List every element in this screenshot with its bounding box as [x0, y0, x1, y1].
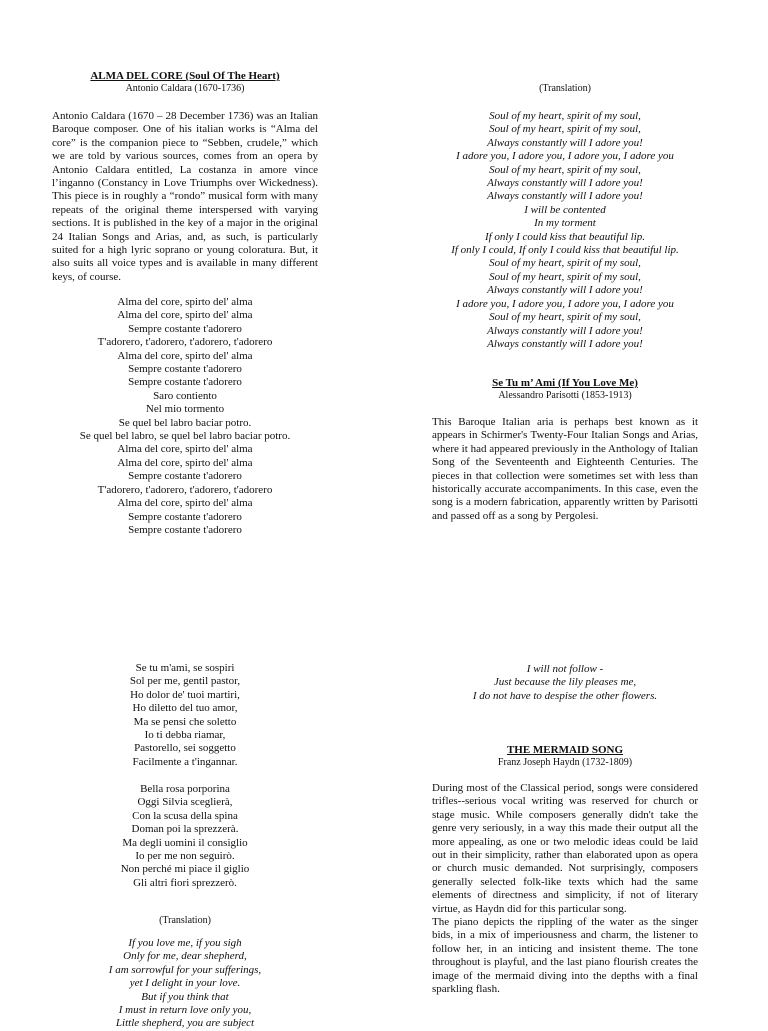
- setu-stanza-1: [52, 662, 318, 769]
- setu-intro: This Baroque Italian aria is perhaps best known as it appears in Schirmer's Twenty-Four Italian Songs and Arias, where it had appeared previously in the Anthology of Italian Song of the Seventeenth and Eighteenth Centuries. The pieces in that collection were sometimes set with less than historically accurate accompaniments. In this case, even the song is a modern fabrication, apparently written by Parisotti and passed off as a song by Pergolesi.: [432, 416, 698, 522]
- lyric-line: Sempre costante t'adorero: [128, 363, 242, 376]
- lyric-line: Gli altri fiori sprezzerò.: [133, 876, 237, 889]
- lyric-line: Always constantly will I adore you!: [487, 190, 643, 203]
- setu-stanza-2: [52, 783, 318, 890]
- mermaid-author: Franz Joseph Haydn (1732-1809): [497, 757, 633, 768]
- lyric-line: Always constantly will I adore you!: [487, 324, 643, 337]
- setu-title: Se Tu m’ Ami (If You Love Me): [492, 377, 638, 389]
- setu-translation-end: [432, 663, 698, 703]
- lyric-line: Io per me non seguirò.: [135, 850, 235, 863]
- lyric-line: Oggi Silvia sceglierà,: [137, 796, 233, 809]
- lyric-line: Always constantly will I adore you!: [487, 136, 643, 149]
- lyric-line: I adore you, I adore you, I adore you, I adore you: [456, 150, 674, 163]
- lyric-line: Io ti debba riamar,: [144, 729, 226, 742]
- lyric-line: Se quel bel labro baciar potro.: [118, 416, 252, 429]
- lyric-line: Se tu m'ami, se sospiri: [135, 662, 235, 674]
- setu-translation-label: (Translation): [159, 915, 211, 926]
- lyric-line: I do not have to despise the other flowers.: [472, 689, 658, 702]
- mermaid-paragraph-2: The piano depicts the rippling of the water as the singer bids, in a mix of imperiousness and charm, the listener to follow her, in an inticing and insistent theme. The tone throughout is playful, and the last piano flourish creates the image of the mermaid diving into the depths with a final sparkling flash.: [432, 916, 698, 996]
- lyric-line: Alma del core, spirto del' alma: [117, 443, 253, 456]
- mermaid-header: [432, 744, 698, 769]
- lyric-line: Sempre costante t'adorero: [128, 376, 242, 389]
- lyric-line: Alma del core, spirto del' alma: [117, 456, 253, 469]
- lyric-line: Nel mio tormento: [145, 403, 225, 416]
- lyric-line: Sempre costante t'adorero: [128, 322, 242, 335]
- lyric-line: Alma del core, spirto del' alma: [117, 349, 253, 362]
- lyric-line: Bella rosa porporina: [140, 783, 230, 795]
- lyric-line: Always constantly will I adore you!: [487, 177, 643, 190]
- lyric-line: Alma del core, spirto del' alma: [117, 309, 253, 322]
- setu-header: [432, 377, 698, 402]
- lyric-line: I must in return love only you,: [118, 1004, 252, 1017]
- lyric-line: Doman poi la sprezzerà.: [131, 823, 239, 836]
- alma-title: ALMA DEL CORE (Soul Of The Heart): [90, 70, 280, 82]
- alma-header: [52, 70, 318, 95]
- mermaid-title: THE MERMAID SONG: [506, 744, 624, 756]
- lyric-line: Always constantly will I adore you!: [487, 337, 643, 350]
- lyric-line: Alma del core, spirto del' alma: [117, 296, 253, 308]
- lyric-line: I will be contented: [524, 203, 606, 216]
- lyric-line: Sol per me, gentil pastor,: [129, 675, 241, 688]
- alma-intro: Antonio Caldara (1670 – 28 December 1736) was an Italian Baroque composer. One of his italian works is “Alma del core” is the companion piece to “Sebben, crudele,” which we are told by various sources, comes from an opera by Antonio Caldara entitled, La costanza in amore vince l’inganno (Constancy in Love Triumphs over Wickedness). This piece is in roughly a “rondo” musical form with many repeats of the original theme interspersed with varying sections. It is published in the key of a major in the original 24 Italian Songs and Arias, and, as such, is particularly suited for a high lyric soprano or young coloratura. But, it also suits all voice types and is available in many different keys, of course.: [52, 110, 318, 283]
- lyric-line: I will not follow -: [526, 663, 604, 675]
- lyric-line: Little shepherd, you are subject: [115, 1017, 255, 1030]
- lyric-line: If you love me, if you sigh: [128, 937, 242, 949]
- lyric-line: T'adorero, t'adorero, t'adorero, t'adorero: [97, 336, 273, 349]
- alma-author: Antonio Caldara (1670-1736): [125, 83, 245, 94]
- setu-author: Alessandro Parisotti (1853-1913): [498, 390, 632, 401]
- alma-translation-label: (Translation): [539, 83, 591, 94]
- lyric-line: Alma del core, spirto del' alma: [117, 497, 253, 510]
- lyric-line: But if you think that: [141, 990, 229, 1003]
- lyric-line: If only I could kiss that beautiful lip.: [484, 230, 646, 243]
- lyric-line: T'adorero, t'adorero, t'adorero, t'adorero: [97, 483, 273, 496]
- lyric-line: Pastorello, sei soggetto: [134, 742, 236, 755]
- lyric-line: Ho diletto del tuo amor,: [132, 702, 238, 715]
- alma-lyrics: [52, 296, 318, 537]
- lyric-line: Only for me, dear shepherd,: [123, 950, 247, 963]
- lyric-line: Sempre costante t'adorero: [128, 523, 242, 536]
- lyric-line: Just because the lily pleases me,: [493, 676, 637, 689]
- lyric-line: Con la scusa della spina: [132, 809, 238, 822]
- lyric-line: yet I delight in your love.: [129, 977, 241, 990]
- lyric-line: Se quel bel labro, se quel bel labro baciar potro.: [79, 430, 291, 443]
- lyric-line: I adore you, I adore you, I adore you, I adore you: [456, 297, 674, 310]
- mermaid-paragraph-1: During most of the Classical period, songs were considered trifles--serious vocal writing was reserved for church or stage music. While composers generally didn't take the genre very seriously, in a way this made their output all the more appealing, as one or two melodic ideas could be laid out in their simplicity, rather than elaborated upon as opera or church music demanded. Not surprisingly, composers generally selected folk-like texts which had the same elements of directness and simplicity, if not of literary virtue, as Haydn did for this particular song.: [432, 782, 698, 915]
- lyric-line: Always constantly will I adore you!: [487, 284, 643, 297]
- lyric-line: Sempre costante t'adorero: [128, 510, 242, 523]
- setu-translation: [52, 937, 318, 1031]
- lyric-line: Soul of my heart, spirit of my soul,: [489, 257, 641, 270]
- lyric-line: I am sorrowful for your sufferings,: [108, 963, 262, 976]
- lyric-line: If only I could, If only I could kiss that beautiful lip.: [451, 244, 679, 257]
- lyric-line: Soul of my heart, spirit of my soul,: [489, 163, 641, 176]
- lyric-line: Facilmente a t'ingannar.: [132, 755, 238, 768]
- lyric-line: Sempre costante t'adorero: [128, 470, 242, 483]
- lyric-line: Soul of my heart, spirit of my soul,: [489, 123, 641, 136]
- lyric-line: In my torment: [534, 217, 596, 230]
- alma-translation: [432, 110, 698, 351]
- lyric-line: Ho dolor de' tuoi martiri,: [130, 688, 240, 701]
- lyric-line: Soul of my heart, spirit of my soul,: [489, 311, 641, 324]
- lyric-line: Ma se pensi che soletto: [133, 715, 237, 728]
- lyric-line: Soul of my heart, spirit of my soul,: [489, 270, 641, 283]
- lyric-line: Non perché mi piace il giglio: [120, 863, 250, 876]
- lyric-line: Saro contiento: [153, 389, 217, 402]
- mermaid-body: [432, 782, 698, 997]
- lyric-line: Ma degli uomini il consiglio: [122, 836, 248, 849]
- lyric-line: Soul of my heart, spirit of my soul,: [489, 110, 641, 122]
